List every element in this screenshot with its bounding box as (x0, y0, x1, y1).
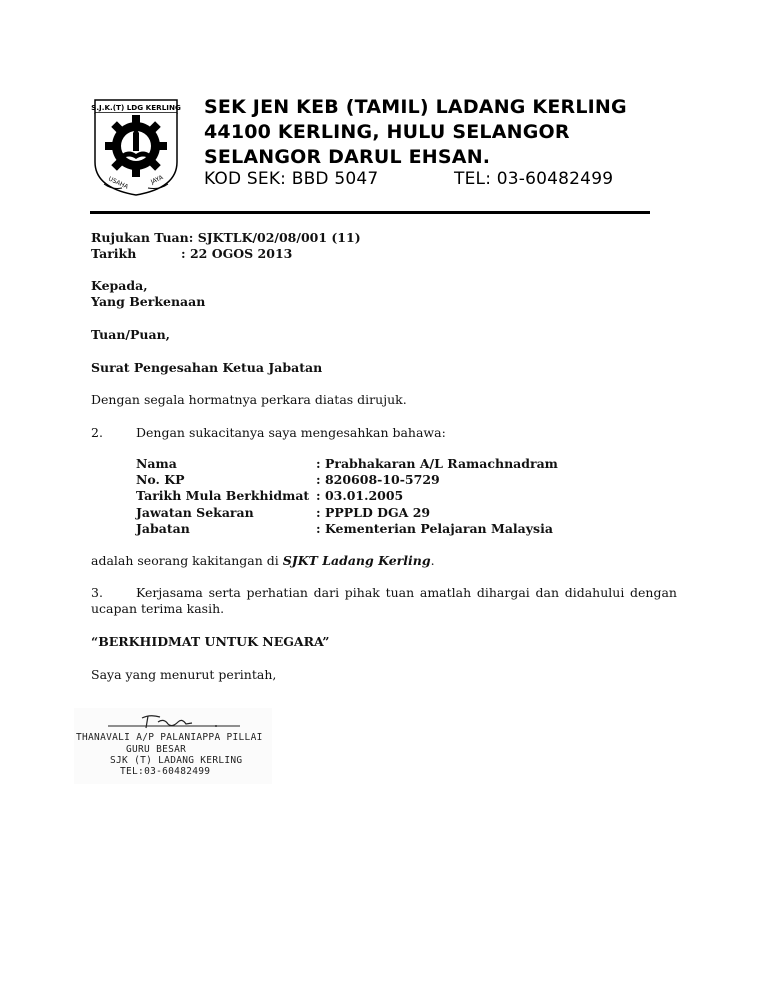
detail-value: : Kementerian Pelajaran Malaysia (316, 521, 553, 536)
school-short-name: SJKT Ladang Kerling (282, 553, 431, 568)
detail-label: Jabatan (136, 521, 190, 536)
school-logo (88, 96, 184, 198)
paragraph-2-number: 2. (91, 425, 103, 440)
school-phone: TEL: 03-60482499 (454, 169, 614, 189)
detail-value: : Prabhakaran A/L Ramachnadram (316, 456, 558, 471)
school-name: SEK JEN KEB (TAMIL) LADANG KERLING (204, 96, 627, 118)
stamp-school: SJK (T) LADANG KERLING (110, 755, 243, 766)
signature-stamp (74, 708, 272, 784)
letter-subject: Surat Pengesahan Ketua Jabatan (91, 360, 323, 375)
staff-statement-prefix: adalah seorang kakitangan di (91, 553, 283, 568)
detail-value: : 820608-10-5729 (316, 472, 440, 487)
reference-line (91, 230, 361, 245)
recipient-line-2: Yang Berkenaan (91, 294, 206, 309)
recipient-line-1: Kepada, (91, 278, 148, 293)
paragraph-2-text: Dengan sukacitanya saya mengesahkan bahawa: (136, 425, 446, 440)
address-line-1: 44100 KERLING, HULU SELANGOR (204, 121, 570, 143)
reference-value: SJKTLK/02/08/001 (11) (197, 230, 361, 245)
staff-statement-suffix: . (430, 553, 435, 568)
detail-value: : PPPLD DGA 29 (316, 505, 431, 520)
stamp-name: THANAVALI A/P PALANIAPPA PILLAI (76, 732, 263, 743)
logo-text-right: JAYA (149, 174, 165, 186)
paragraph-3-text: Kerjasama serta perhatian dari pihak tuan amatlah dihargai dan didahului dengan ucapan terima kasih. (91, 585, 677, 616)
date-label: Tarikh (91, 246, 137, 261)
paragraph-3-number: 3. (91, 585, 103, 600)
detail-value: : 03.01.2005 (316, 488, 404, 503)
detail-label: Nama (136, 456, 177, 471)
stamp-phone: TEL:03-60482499 (120, 766, 211, 777)
school-code: KOD SEK: BBD 5047 (204, 169, 379, 189)
salutation: Tuan/Puan, (91, 327, 171, 342)
logo-text-left: USAHA (107, 175, 130, 191)
detail-label: Jawatan Sekaran (136, 505, 254, 520)
reference-label: Rujukan Tuan: (91, 230, 194, 245)
closing: Saya yang menurut perintah, (91, 667, 277, 682)
detail-label: Tarikh Mula Berkhidmat (136, 488, 310, 503)
paragraph-1: Dengan segala hormatnya perkara diatas dirujuk. (91, 392, 407, 407)
address-line-2: SELANGOR DARUL EHSAN. (204, 146, 491, 168)
header-divider (90, 211, 650, 214)
staff-statement (91, 553, 435, 568)
detail-label: No. KP (136, 472, 185, 487)
motto: “BERKHIDMAT UNTUK NEGARA” (91, 634, 330, 649)
stamp-title: GURU BESAR (126, 744, 187, 755)
logo-text-top: S.J.K.(T) LDG KERLING (91, 103, 181, 112)
date-value: : 22 OGOS 2013 (181, 246, 293, 261)
